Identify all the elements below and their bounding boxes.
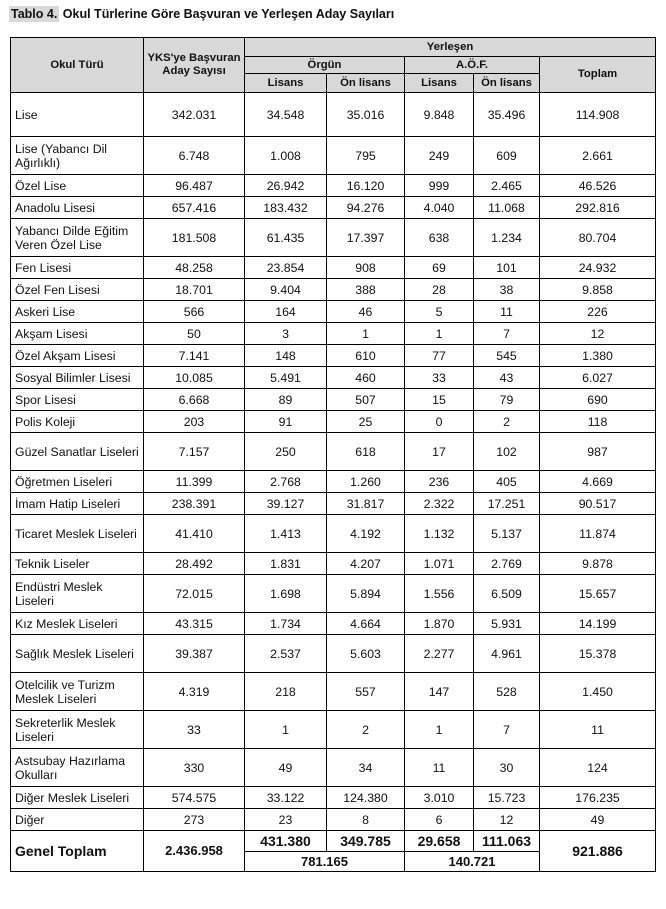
cell-orgun-lisans: 2.537 xyxy=(245,635,327,673)
cell-orgun-onlisans: 795 xyxy=(327,137,405,175)
footer-orgun-sum: 781.165 xyxy=(245,852,405,872)
cell-orgun-onlisans: 35.016 xyxy=(327,93,405,137)
cell-aof-onlisans: 35.496 xyxy=(474,93,540,137)
cell-orgun-lisans: 1.698 xyxy=(245,575,327,613)
cell-orgun-onlisans: 124.380 xyxy=(327,787,405,809)
cell-aof-lisans: 236 xyxy=(405,471,474,493)
cell-orgun-onlisans: 16.120 xyxy=(327,175,405,197)
cell-total: 4.669 xyxy=(540,471,656,493)
footer-label: Genel Toplam xyxy=(11,831,144,872)
row-school-type: Polis Koleji xyxy=(11,411,144,433)
cell-aof-onlisans: 101 xyxy=(474,257,540,279)
cell-aof-lisans: 1 xyxy=(405,323,474,345)
row-school-type: Yabancı Dilde Eğitim Veren Özel Lise xyxy=(11,219,144,257)
cell-orgun-lisans: 91 xyxy=(245,411,327,433)
cell-orgun-onlisans: 34 xyxy=(327,749,405,787)
cell-applicants: 41.410 xyxy=(144,515,245,553)
cell-aof-lisans: 77 xyxy=(405,345,474,367)
table-row xyxy=(11,137,656,175)
caption-text: Okul Türlerine Göre Başvuran ve Yerleşen Aday Sayıları xyxy=(62,7,395,21)
table-row xyxy=(11,787,656,809)
cell-orgun-lisans: 218 xyxy=(245,673,327,711)
cell-applicants: 48.258 xyxy=(144,257,245,279)
cell-aof-lisans: 11 xyxy=(405,749,474,787)
cell-total: 15.378 xyxy=(540,635,656,673)
row-school-type: Kız Meslek Liseleri xyxy=(11,613,144,635)
cell-orgun-lisans: 148 xyxy=(245,345,327,367)
cell-applicants: 28.492 xyxy=(144,553,245,575)
cell-aof-lisans: 1.132 xyxy=(405,515,474,553)
row-school-type: Endüstri Meslek Liseleri xyxy=(11,575,144,613)
cell-applicants: 96.487 xyxy=(144,175,245,197)
cell-aof-lisans: 33 xyxy=(405,367,474,389)
cell-aof-lisans: 69 xyxy=(405,257,474,279)
cell-orgun-lisans: 34.548 xyxy=(245,93,327,137)
row-school-type: Diğer xyxy=(11,809,144,831)
cell-aof-lisans: 28 xyxy=(405,279,474,301)
table-footer xyxy=(11,831,656,872)
cell-applicants: 39.387 xyxy=(144,635,245,673)
cell-orgun-onlisans: 8 xyxy=(327,809,405,831)
cell-applicants: 566 xyxy=(144,301,245,323)
cell-orgun-onlisans: 507 xyxy=(327,389,405,411)
cell-orgun-lisans: 9.404 xyxy=(245,279,327,301)
cell-aof-onlisans: 7 xyxy=(474,323,540,345)
cell-aof-onlisans: 102 xyxy=(474,433,540,471)
table-row xyxy=(11,613,656,635)
cell-orgun-lisans: 1.008 xyxy=(245,137,327,175)
cell-applicants: 238.391 xyxy=(144,493,245,515)
cell-orgun-onlisans: 908 xyxy=(327,257,405,279)
cell-aof-lisans: 1 xyxy=(405,711,474,749)
cell-aof-onlisans: 2.465 xyxy=(474,175,540,197)
row-school-type: Güzel Sanatlar Liseleri xyxy=(11,433,144,471)
cell-aof-onlisans: 12 xyxy=(474,809,540,831)
cell-aof-lisans: 1.071 xyxy=(405,553,474,575)
header-school-type: Okul Türü xyxy=(11,38,144,93)
table-caption xyxy=(9,7,394,21)
cell-total: 176.235 xyxy=(540,787,656,809)
cell-aof-lisans: 6 xyxy=(405,809,474,831)
table-row xyxy=(11,711,656,749)
row-school-type: Sağlık Meslek Liseleri xyxy=(11,635,144,673)
cell-applicants: 203 xyxy=(144,411,245,433)
cell-total: 24.932 xyxy=(540,257,656,279)
table-row xyxy=(11,279,656,301)
cell-orgun-lisans: 23 xyxy=(245,809,327,831)
row-school-type: Özel Akşam Lisesi xyxy=(11,345,144,367)
cell-aof-lisans: 249 xyxy=(405,137,474,175)
cell-applicants: 50 xyxy=(144,323,245,345)
cell-orgun-lisans: 49 xyxy=(245,749,327,787)
cell-orgun-lisans: 1.831 xyxy=(245,553,327,575)
table-row xyxy=(11,323,656,345)
cell-total: 14.199 xyxy=(540,613,656,635)
table-row xyxy=(11,553,656,575)
cell-orgun-lisans: 250 xyxy=(245,433,327,471)
cell-total: 6.027 xyxy=(540,367,656,389)
row-school-type: Ticaret Meslek Liseleri xyxy=(11,515,144,553)
footer-aof-sum: 140.721 xyxy=(405,852,540,872)
footer-applicants: 2.436.958 xyxy=(144,831,245,872)
cell-orgun-onlisans: 557 xyxy=(327,673,405,711)
cell-applicants: 657.416 xyxy=(144,197,245,219)
cell-orgun-lisans: 61.435 xyxy=(245,219,327,257)
header-aof-onlisans: Ön lisans xyxy=(474,74,540,93)
cell-orgun-lisans: 89 xyxy=(245,389,327,411)
table-row xyxy=(11,471,656,493)
cell-applicants: 33 xyxy=(144,711,245,749)
header-total: Toplam xyxy=(540,57,656,93)
cell-aof-onlisans: 30 xyxy=(474,749,540,787)
cell-applicants: 6.668 xyxy=(144,389,245,411)
row-school-type: Fen Lisesi xyxy=(11,257,144,279)
cell-total: 1.450 xyxy=(540,673,656,711)
cell-aof-lisans: 15 xyxy=(405,389,474,411)
cell-orgun-onlisans: 1.260 xyxy=(327,471,405,493)
cell-aof-onlisans: 609 xyxy=(474,137,540,175)
cell-aof-lisans: 999 xyxy=(405,175,474,197)
cell-total: 690 xyxy=(540,389,656,411)
row-school-type: Askeri Lise xyxy=(11,301,144,323)
table-row xyxy=(11,749,656,787)
table-row xyxy=(11,367,656,389)
row-school-type: Akşam Lisesi xyxy=(11,323,144,345)
row-school-type: Lise xyxy=(11,93,144,137)
cell-aof-lisans: 4.040 xyxy=(405,197,474,219)
table-body xyxy=(11,93,656,831)
cell-applicants: 330 xyxy=(144,749,245,787)
cell-aof-onlisans: 17.251 xyxy=(474,493,540,515)
cell-aof-lisans: 638 xyxy=(405,219,474,257)
cell-orgun-lisans: 33.122 xyxy=(245,787,327,809)
cell-orgun-lisans: 5.491 xyxy=(245,367,327,389)
cell-orgun-lisans: 3 xyxy=(245,323,327,345)
row-school-type: Anadolu Lisesi xyxy=(11,197,144,219)
cell-aof-onlisans: 15.723 xyxy=(474,787,540,809)
cell-total: 124 xyxy=(540,749,656,787)
table-row xyxy=(11,493,656,515)
cell-orgun-lisans: 1.734 xyxy=(245,613,327,635)
cell-aof-onlisans: 5.137 xyxy=(474,515,540,553)
row-school-type: Otelcilik ve Turizm Meslek Liseleri xyxy=(11,673,144,711)
cell-total: 292.816 xyxy=(540,197,656,219)
cell-total: 15.657 xyxy=(540,575,656,613)
table-row xyxy=(11,175,656,197)
table-row xyxy=(11,809,656,831)
cell-aof-onlisans: 528 xyxy=(474,673,540,711)
cell-orgun-onlisans: 5.603 xyxy=(327,635,405,673)
cell-aof-lisans: 17 xyxy=(405,433,474,471)
cell-orgun-onlisans: 460 xyxy=(327,367,405,389)
cell-orgun-lisans: 183.432 xyxy=(245,197,327,219)
cell-applicants: 342.031 xyxy=(144,93,245,137)
cell-total: 114.908 xyxy=(540,93,656,137)
table-row xyxy=(11,389,656,411)
cell-orgun-onlisans: 25 xyxy=(327,411,405,433)
cell-aof-onlisans: 4.961 xyxy=(474,635,540,673)
cell-orgun-onlisans: 618 xyxy=(327,433,405,471)
row-school-type: Lise (Yabancı Dil Ağırlıklı) xyxy=(11,137,144,175)
cell-orgun-onlisans: 46 xyxy=(327,301,405,323)
cell-total: 11 xyxy=(540,711,656,749)
cell-orgun-onlisans: 4.192 xyxy=(327,515,405,553)
cell-total: 11.874 xyxy=(540,515,656,553)
cell-aof-onlisans: 6.509 xyxy=(474,575,540,613)
table-row xyxy=(11,257,656,279)
row-school-type: Astsubay Hazırlama Okulları xyxy=(11,749,144,787)
row-school-type: Spor Lisesi xyxy=(11,389,144,411)
row-school-type: Sekreterlik Meslek Liseleri xyxy=(11,711,144,749)
cell-total: 118 xyxy=(540,411,656,433)
cell-total: 49 xyxy=(540,809,656,831)
table-row xyxy=(11,197,656,219)
cell-orgun-onlisans: 2 xyxy=(327,711,405,749)
cell-orgun-lisans: 2.768 xyxy=(245,471,327,493)
cell-applicants: 4.319 xyxy=(144,673,245,711)
cell-applicants: 6.748 xyxy=(144,137,245,175)
cell-orgun-lisans: 1.413 xyxy=(245,515,327,553)
cell-total: 9.878 xyxy=(540,553,656,575)
cell-orgun-onlisans: 1 xyxy=(327,323,405,345)
table-row xyxy=(11,433,656,471)
table-row xyxy=(11,635,656,673)
cell-orgun-lisans: 26.942 xyxy=(245,175,327,197)
row-school-type: Özel Lise xyxy=(11,175,144,197)
table-row xyxy=(11,673,656,711)
cell-aof-onlisans: 1.234 xyxy=(474,219,540,257)
cell-aof-onlisans: 43 xyxy=(474,367,540,389)
cell-total: 1.380 xyxy=(540,345,656,367)
cell-total: 80.704 xyxy=(540,219,656,257)
row-school-type: Teknik Liseler xyxy=(11,553,144,575)
table-row xyxy=(11,93,656,137)
table-row xyxy=(11,411,656,433)
cell-total: 12 xyxy=(540,323,656,345)
cell-applicants: 72.015 xyxy=(144,575,245,613)
row-school-type: Öğretmen Liseleri xyxy=(11,471,144,493)
table-row xyxy=(11,515,656,553)
cell-aof-onlisans: 7 xyxy=(474,711,540,749)
cell-aof-lisans: 2.277 xyxy=(405,635,474,673)
header-orgun-onlisans: Ön lisans xyxy=(327,74,405,93)
table-row xyxy=(11,345,656,367)
cell-aof-lisans: 1.556 xyxy=(405,575,474,613)
row-school-type: İmam Hatip Liseleri xyxy=(11,493,144,515)
cell-aof-onlisans: 11.068 xyxy=(474,197,540,219)
cell-total: 46.526 xyxy=(540,175,656,197)
table-header xyxy=(11,38,656,93)
cell-orgun-onlisans: 4.207 xyxy=(327,553,405,575)
cell-applicants: 11.399 xyxy=(144,471,245,493)
header-aof: A.Ö.F. xyxy=(405,57,540,74)
caption-label: Tablo 4. xyxy=(11,7,58,21)
cell-orgun-onlisans: 5.894 xyxy=(327,575,405,613)
cell-aof-onlisans: 405 xyxy=(474,471,540,493)
cell-total: 2.661 xyxy=(540,137,656,175)
cell-aof-onlisans: 2.769 xyxy=(474,553,540,575)
cell-aof-lisans: 0 xyxy=(405,411,474,433)
cell-applicants: 7.141 xyxy=(144,345,245,367)
cell-orgun-lisans: 164 xyxy=(245,301,327,323)
cell-aof-onlisans: 545 xyxy=(474,345,540,367)
cell-total: 226 xyxy=(540,301,656,323)
footer-total: 921.886 xyxy=(540,831,656,872)
cell-orgun-lisans: 1 xyxy=(245,711,327,749)
cell-aof-onlisans: 11 xyxy=(474,301,540,323)
header-orgun: Örgün xyxy=(245,57,405,74)
cell-aof-lisans: 2.322 xyxy=(405,493,474,515)
cell-aof-lisans: 1.870 xyxy=(405,613,474,635)
cell-orgun-onlisans: 4.664 xyxy=(327,613,405,635)
cell-applicants: 10.085 xyxy=(144,367,245,389)
row-school-type: Özel Fen Lisesi xyxy=(11,279,144,301)
cell-total: 987 xyxy=(540,433,656,471)
data-table xyxy=(10,37,656,872)
cell-aof-onlisans: 5.931 xyxy=(474,613,540,635)
cell-aof-lisans: 5 xyxy=(405,301,474,323)
header-orgun-lisans: Lisans xyxy=(245,74,327,93)
footer-aof-onlisans: 111.063 xyxy=(474,831,540,852)
header-applicants: YKS'ye Başvuran Aday Sayısı xyxy=(144,38,245,93)
cell-applicants: 18.701 xyxy=(144,279,245,301)
cell-orgun-lisans: 23.854 xyxy=(245,257,327,279)
cell-applicants: 574.575 xyxy=(144,787,245,809)
footer-aof-lisans: 29.658 xyxy=(405,831,474,852)
cell-aof-lisans: 3.010 xyxy=(405,787,474,809)
cell-aof-lisans: 9.848 xyxy=(405,93,474,137)
cell-applicants: 43.315 xyxy=(144,613,245,635)
cell-orgun-onlisans: 610 xyxy=(327,345,405,367)
cell-orgun-lisans: 39.127 xyxy=(245,493,327,515)
table-row xyxy=(11,219,656,257)
cell-orgun-onlisans: 388 xyxy=(327,279,405,301)
cell-aof-onlisans: 2 xyxy=(474,411,540,433)
footer-orgun-onlisans: 349.785 xyxy=(327,831,405,852)
row-school-type: Diğer Meslek Liseleri xyxy=(11,787,144,809)
cell-aof-onlisans: 38 xyxy=(474,279,540,301)
header-placed: Yerleşen xyxy=(245,38,656,57)
cell-aof-onlisans: 79 xyxy=(474,389,540,411)
table-row xyxy=(11,575,656,613)
cell-aof-lisans: 147 xyxy=(405,673,474,711)
table-row xyxy=(11,301,656,323)
header-aof-lisans: Lisans xyxy=(405,74,474,93)
cell-orgun-onlisans: 31.817 xyxy=(327,493,405,515)
cell-total: 90.517 xyxy=(540,493,656,515)
row-school-type: Sosyal Bilimler Lisesi xyxy=(11,367,144,389)
cell-orgun-onlisans: 17.397 xyxy=(327,219,405,257)
footer-orgun-lisans: 431.380 xyxy=(245,831,327,852)
cell-applicants: 273 xyxy=(144,809,245,831)
cell-applicants: 7.157 xyxy=(144,433,245,471)
cell-orgun-onlisans: 94.276 xyxy=(327,197,405,219)
cell-applicants: 181.508 xyxy=(144,219,245,257)
cell-total: 9.858 xyxy=(540,279,656,301)
